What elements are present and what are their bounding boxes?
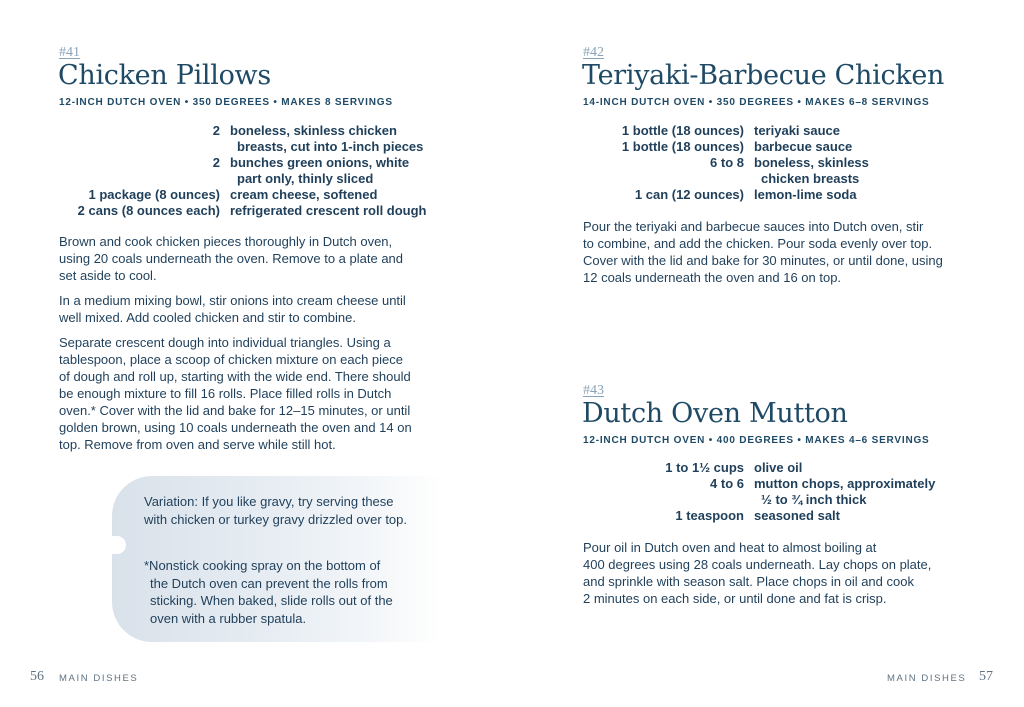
ingredient-list [583,460,935,524]
ingredient-line: boneless, skinless chicken [230,123,397,138]
ingredient-item [744,155,869,187]
ingredient-row [583,139,869,155]
ingredient-item [744,139,852,155]
ingredient-row [583,187,869,203]
text-line: Pour oil in Dutch oven and heat to almost boiling at [583,540,877,555]
text-line: Variation: If you like gravy, try serving these [144,494,394,509]
ingredient-line: olive oil [754,460,803,475]
ingredient-qty: 6 to 8 [710,155,744,170]
text-line: Separate crescent dough into individual triangles. Using a [59,335,391,350]
text-line: tablespoon, place a scoop of chicken mixture on each piece [59,352,403,367]
recipe-number: #42 [583,45,604,60]
text-line: golden brown, using 10 coals underneath the oven and 14 on [59,420,412,435]
recipe-number: #43 [583,383,604,398]
variation-note [144,493,407,528]
ingredient-row [583,460,935,476]
ingredient-row [59,155,427,187]
recipe-title: Teriyaki-Barbecue Chicken [582,60,945,91]
text-line: 400 degrees using 28 coals underneath. Lay chops on plate, [583,557,932,572]
text-line: sticking. When baked, slide rolls out of the [150,593,393,608]
text-line: and sprinkle with season salt. Place chops in oil and cook [583,574,914,589]
ingredient-item [220,155,409,187]
ingredient-list [59,123,427,219]
ingredient-qty: 1 can (12 ounces) [634,187,744,202]
ingredient-line: teriyaki sauce [754,123,841,138]
ingredient-item [220,187,377,203]
page-number: 57 [979,669,993,684]
ingredient-row [59,123,427,155]
ingredient-row [583,155,869,187]
text-line: of dough and roll up, starting with the wide end. There should [59,369,411,384]
text-line: the Dutch oven can prevent the rolls from [150,575,388,591]
ingredient-row [59,203,427,219]
instruction-paragraph [583,539,931,607]
ingredient-line: seasoned salt [754,508,840,523]
text-line: oven.* Cover with the lid and bake for 12–15 minutes, or until [59,403,411,418]
right-page [512,0,1024,707]
text-line: using 20 coals underneath the oven. Remove to a plate and [59,251,404,266]
ingredient-item [220,203,427,219]
recipe-number: #41 [59,45,80,60]
ingredient-item [744,508,840,524]
section-label: MAIN DISHES [59,673,139,684]
ingredient-line: cream cheese, softened [230,187,378,202]
text-line: to combine, and add the chicken. Pour soda evenly over top. [583,236,933,251]
instruction-paragraph [59,233,403,284]
recipe-title: Dutch Oven Mutton [582,398,848,429]
ingredient-item [744,460,802,476]
ingredient-list [583,123,869,203]
ingredient-qty: 2 [212,123,220,138]
ingredient-qty: 1 package (8 ounces) [88,187,220,202]
ingredient-row [583,123,869,139]
ingredient-qty: 1 bottle (18 ounces) [621,139,744,154]
text-line: set aside to cool. [59,268,157,283]
instruction-paragraph [59,292,406,326]
text-line: top. Remove from oven and serve while still hot. [59,437,336,452]
ingredient-line: refrigerated crescent roll dough [230,203,427,218]
text-line: with chicken or turkey gravy drizzled over top. [144,511,407,527]
text-line: Cover with the lid and bake for 30 minutes, or until done, using [583,253,943,268]
ingredient-line: lemon-lime soda [754,187,857,202]
ingredient-qty: 1 bottle (18 ounces) [621,123,744,138]
recipe-meta: 12-INCH DUTCH OVEN • 400 DEGREES • MAKES 4–6 SERVINGS [583,435,930,446]
recipe-meta: 12-INCH DUTCH OVEN • 350 DEGREES • MAKES 8 SERVINGS [59,97,393,108]
instruction-paragraph [59,334,412,453]
ingredient-item [744,123,840,139]
ingredient-line: bunches green onions, white [230,155,410,170]
text-line: 2 minutes on each side, or until done and fat is crisp. [583,591,887,606]
ingredient-qty: 1 teaspoon [675,508,744,523]
ingredient-qty: 2 [212,155,220,170]
ingredient-item [744,187,857,203]
footnote [144,557,393,627]
page-number: 56 [30,669,44,684]
ingredient-qty: 1 to 1½ cups [665,460,744,475]
ingredient-qty: 4 to 6 [710,476,744,491]
ingredient-row [583,508,935,524]
recipe-title: Chicken Pillows [58,60,271,91]
ingredient-line: boneless, skinless [754,155,869,170]
ingredient-line: ½ to ¾ inch thick [761,492,867,507]
section-label: MAIN DISHES [887,673,967,684]
ingredient-line: breasts, cut into 1-inch pieces [237,139,424,154]
ingredient-item [744,476,935,508]
text-line: In a medium mixing bowl, stir onions into cream cheese until [59,293,406,308]
note-box-notch [100,536,126,554]
ingredient-item [220,123,423,155]
ingredient-row [583,476,935,508]
ingredient-line: mutton chops, approximately [754,476,936,491]
text-line: 12 coals underneath the oven and 16 on top. [583,270,842,285]
recipe-meta: 14-INCH DUTCH OVEN • 350 DEGREES • MAKES 6–8 SERVINGS [583,97,930,108]
text-line: Brown and cook chicken pieces thoroughly in Dutch oven, [59,234,393,249]
ingredient-line: part only, thinly sliced [237,171,374,186]
text-line: be enough mixture to fill 16 rolls. Place filled rolls in Dutch [59,386,392,401]
ingredient-line: barbecue sauce [754,139,853,154]
text-line: oven with a rubber spatula. [150,610,307,626]
text-line: Pour the teriyaki and barbecue sauces into Dutch oven, stir [583,219,924,234]
ingredient-row [59,187,427,203]
instruction-paragraph [583,218,943,286]
text-line: *Nonstick cooking spray on the bottom of [144,558,381,573]
ingredient-qty: 2 cans (8 ounces each) [77,203,220,218]
ingredient-line: chicken breasts [761,171,860,186]
text-line: well mixed. Add cooled chicken and stir to combine. [59,310,356,325]
